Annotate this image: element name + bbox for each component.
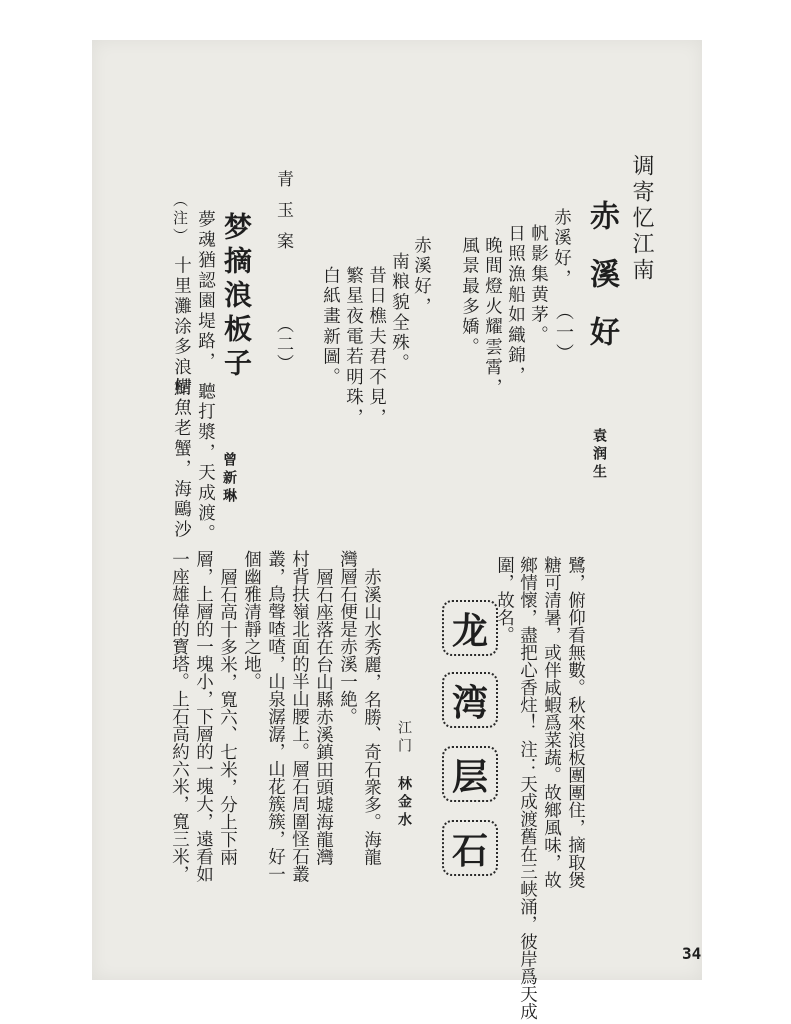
article-line: 個幽雅清靜之地。 [241,550,262,690]
poem2-tune: 青玉案 [273,170,293,263]
poem2-line: 十里灘涂多浪樹， [171,256,192,419]
page-number: 34 [682,944,702,963]
poem2-title: 梦摘浪板子 [220,212,253,382]
poem1-line: 赤溪好， [551,208,572,290]
article-author: 林金水 [396,776,412,830]
poem2-tune-num: （二） [273,316,293,373]
poem1-line: 晚間燈火耀雲霄， [482,236,503,399]
article-line: 層石座落在台山縣赤溪鎮田頭墟海龍灣 [313,568,334,866]
article-line: 一座雄偉的寳塔。上石高約六米，寬三米， [169,550,190,883]
article-location: 江门 [396,720,412,756]
poem2-line: 鯖魚老蟹，海鷗沙 [171,378,192,541]
poem2-line: 聽打漿，天成渡。 [195,382,216,545]
poem1-line: 白紙畫新圖。 [320,266,341,388]
poem2-line: 夢魂猶認園堤路， [195,210,216,373]
poem1-line: 赤溪好， [411,236,432,318]
article-line: 赤溪山水秀麗，名勝、奇石衆多。海龍 [361,568,382,866]
poem1-line: 日照漁船如織錦， [505,224,526,387]
poem2-note-label: （注） [171,192,189,246]
poem1-tune: 调寄忆江南 [629,154,654,284]
poem2-cont-line: 圍，故名。 [494,556,515,644]
poem1-line: 風景最多嬌。 [459,236,480,358]
article-title-char: 龙 [442,600,498,656]
article-line: 灣層石便是赤溪一絶。 [337,550,358,725]
article-title-char: 层 [442,746,498,802]
article-line: 層，上層的一塊小，下層的一塊大，遠看如 [193,550,214,883]
poem1-title-num: （一） [553,302,574,365]
poem2-cont-line: 鷺，俯仰看無數。秋來浪板團團住，摘取煲 [565,556,586,889]
poem1-title: 赤溪好 [584,200,619,374]
poem2-cont-line: 糖可清暑，或伴咸蝦爲菜蔬。故鄉風味，故 [541,556,562,889]
poem2-cont-line: 注：天成渡舊在三峡涌，彼岸爲天成 [517,740,538,1020]
poem2-author: 曾新琳 [221,452,237,506]
article-line: 村背扶嶺北面的半山腰上。層石周圍怪石叢 [289,550,310,883]
article-title-char: 石 [442,820,498,876]
poem1-line: 帆影集黄茅。 [528,224,549,346]
poem1-line: 昔日樵夫君不見， [366,266,387,429]
book-page [92,40,702,1020]
poem2-cont-line: 鄉情懷，盡把心香炷！ [517,556,538,731]
article-line: 叢，鳥聲喳喳，山泉潺潺，山花簇簇，好一 [265,550,286,883]
article-line: 層石高十多米，寬六、七米，分上下兩 [217,568,238,866]
poem1-author: 袁润生 [591,428,607,482]
poem1-line: 繁星夜電若明珠， [343,266,364,429]
poem1-line: 南粮貌全殊。 [389,252,410,374]
article-title-char: 湾 [442,672,498,728]
